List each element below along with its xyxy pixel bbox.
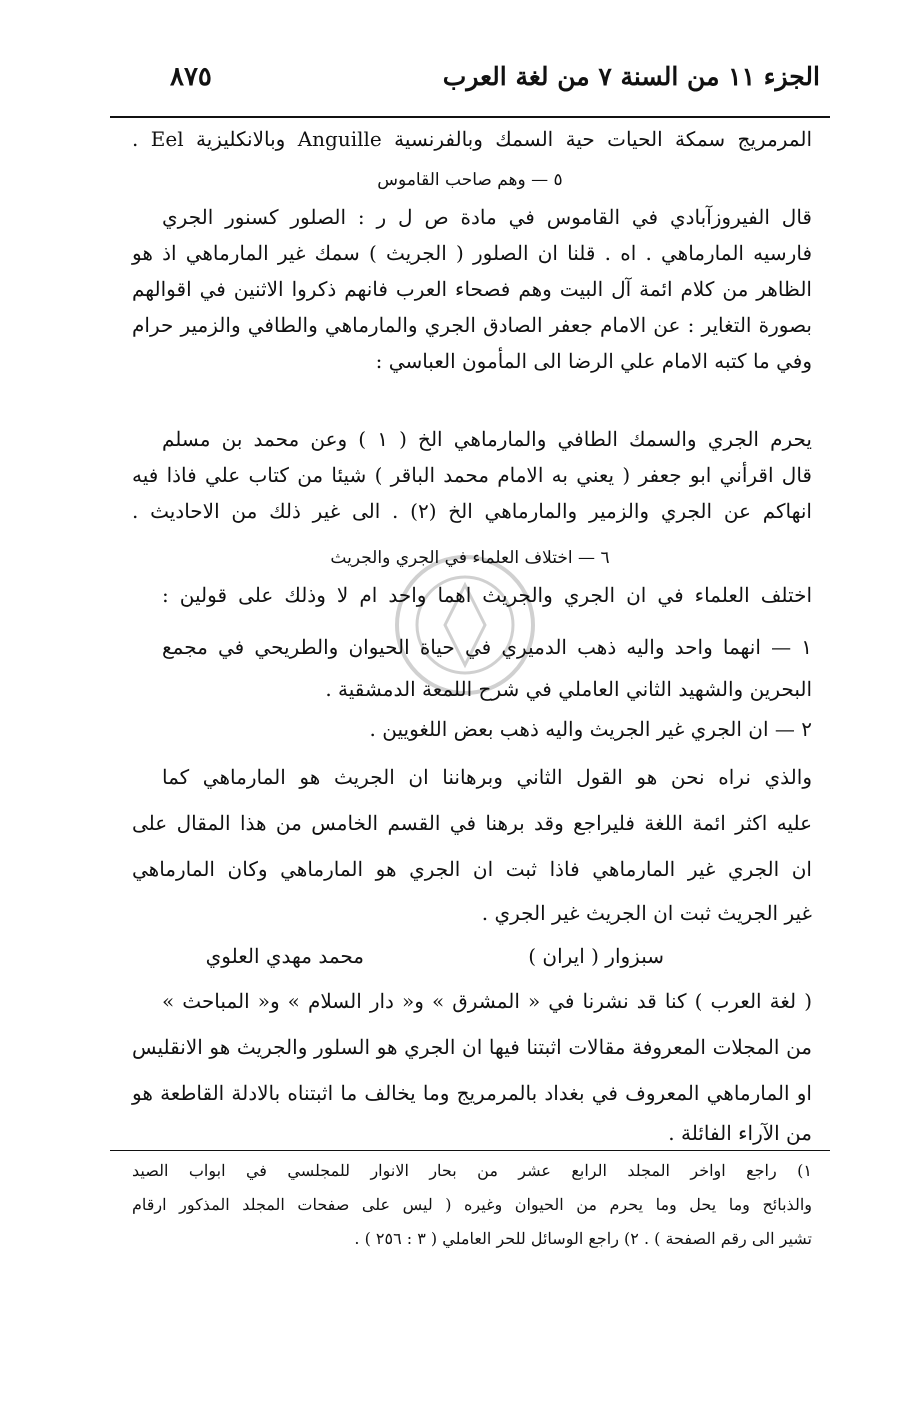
signature-place: سبزوار ( ايران )	[528, 944, 664, 968]
body-line: عليه اكثر ائمة اللغة فليراجع وقد برهنا في القسم الخامس من هذا المقال على	[132, 811, 812, 835]
body-line: ٢ — ان الجري غير الجريث واليه ذهب بعض اللغويين .	[369, 717, 812, 741]
page-header	[170, 58, 820, 98]
footnote-line: تشير الى رقم الصفحة ) . ٢) راجع الوسائل للحر العاملي ( ٣ : ٢٥٦ ) .	[354, 1229, 812, 1248]
body-line: والذي نراه نحن هو القول الثاني وبرهاننا ان الجريث هو المارماهي كما	[162, 765, 812, 789]
editor-note-line: من المجلات المعروفة مقالات اثبتنا فيها ان الجري هو السلور والجريث هو الانقليس	[132, 1035, 812, 1059]
footnote-rule	[110, 1150, 830, 1151]
body-line: غير الجريث ثبت ان الجريث غير الجري .	[481, 901, 812, 925]
body-line: ١ — انهما واحد واليه ذهب الدميري في حياة الحيوان والطريحي في مجمع	[162, 635, 812, 659]
body-line: ان الجري غير المارماهي فاذا ثبت ان الجري هو المارماهي وكان المارماهي	[132, 857, 812, 881]
body-line: انهاكم عن الجري والزمير والمارماهي الخ (٢) . الى غير ذلك من الاحاديث .	[132, 499, 812, 523]
page-number: ٨٧٥	[170, 62, 212, 92]
body-line: البحرين والشهيد الثاني العاملي في شرح اللمعة الدمشقية .	[325, 677, 812, 701]
body-line: فارسيه المارماهي . اه . قلنا ان الصلور ( الجريث ) سمك غير المارماهي اذ هو	[132, 241, 812, 265]
body-line: قال اقرأني ابو جعفر ( يعني به الامام محمد الباقر ) شيئا من كتاب علي فاذا فيه	[132, 463, 812, 487]
body-line: المرمريج سمكة الحيات حية السمك وبالفرنسية Anguille وبالانكليزية Eel .	[132, 127, 813, 151]
body-line: قال الفيروزآبادي في القاموس في مادة ص ل ر : الصلور كسنور الجري	[162, 205, 812, 229]
body-line: وفي ما كتبه الامام علي الرضا الى المأمون العباسي :	[375, 349, 812, 373]
section-heading: ٦ — اختلاف العلماء في الجري والجريث	[330, 548, 610, 568]
footnote-line: والذبائح وما يحل وما يحرم من الحيوان وغيره ( ليس على صفحات المجلد المذكور ارقام	[132, 1195, 812, 1214]
editor-note-line: ( لغة العرب ) كنا قد نشرنا في « المشرق » و« دار السلام » و« المباحث »	[162, 989, 812, 1013]
section-heading: ٥ — وهم صاحب القاموس	[377, 170, 563, 190]
body-line: اختلف العلماء في ان الجري والجريث اهما واحد ام لا وذلك على قولين :	[162, 583, 812, 607]
footnote-line: ١) راجع اواخر المجلد الرابع عشر من بحار الانوار للمجلسي في ابواب الصيد	[132, 1161, 812, 1180]
body-line: بصورة التغاير : عن الامام جعفر الصادق الجري والمارماهي والطافي والزمير حرام	[132, 313, 812, 337]
header-rule	[110, 116, 830, 118]
signature-author: محمد مهدي العلوي	[205, 944, 364, 968]
running-head: الجزء ١١ من السنة ٧ من لغة العرب	[442, 62, 820, 91]
body-line: يحرم الجري والسمك الطافي والمارماهي الخ ( ١ ) وعن محمد بن مسلم	[162, 427, 812, 451]
body-line: الظاهر من كلام ائمة آل البيت وهم فصحاء العرب فانهم ذكروا الاثنين في اقوالهم	[132, 277, 812, 301]
editor-note-line: او المارماهي المعروف في بغداد بالمرمريج وما يخالف ما اثبتناه بالادلة القاطعة هو	[132, 1081, 812, 1105]
editor-note-line: من الآراء الفائلة .	[668, 1121, 812, 1145]
